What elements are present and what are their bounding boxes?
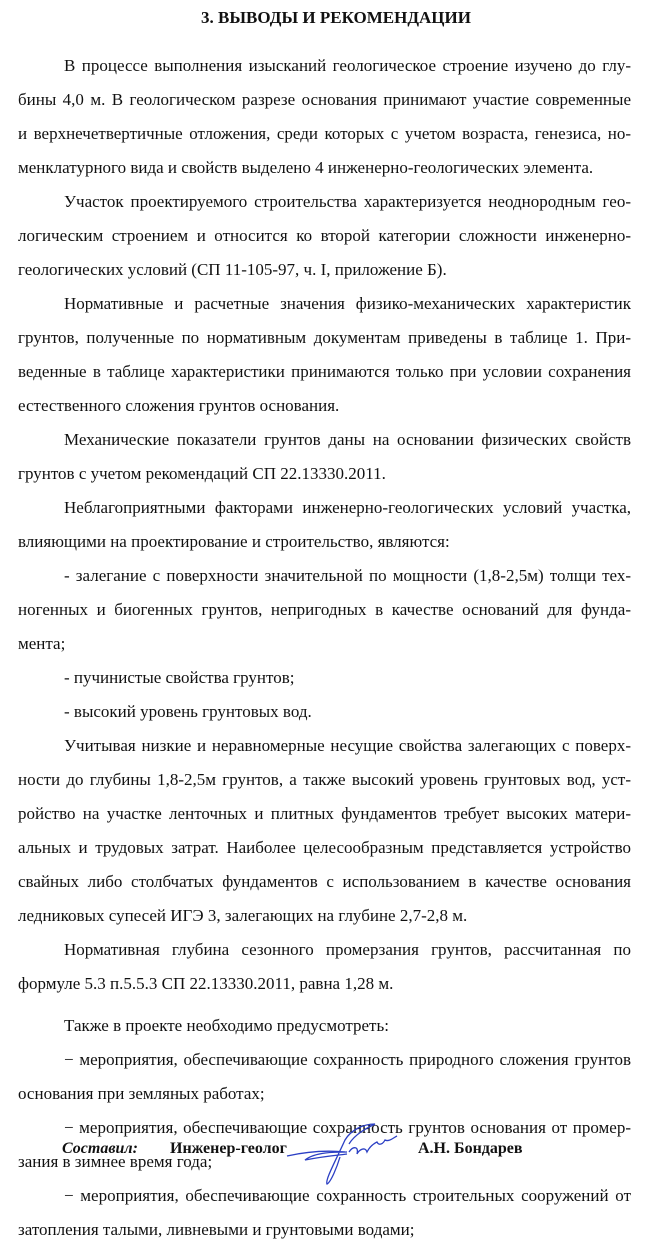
text-line: Также в проекте необходимо предусмотреть: xyxy=(64,1016,389,1035)
text-line: естественного сложения грунтов основания. xyxy=(18,396,340,415)
signature-name: А.Н. Бондарев xyxy=(418,1140,523,1157)
paragraph xyxy=(18,1043,631,1111)
text-line: бины 4,0 м. В геологическом разрезе основания принимают участие современные xyxy=(18,90,631,109)
text-line: Участок проектируемого строительства характеризуется неоднородным гео- xyxy=(64,192,631,211)
handwritten-signature-icon xyxy=(285,1122,415,1192)
text-line: основания при земляных работах; xyxy=(18,1084,265,1103)
text-line: альных и трудовых затрат. Наиболее целесообразным представляется устройство xyxy=(18,838,631,857)
text-line: свайных либо столбчатых фундаментов с использованием в качестве основания xyxy=(18,872,631,891)
text-line: Нормативные и расчетные значения физико-механических характеристик xyxy=(64,294,631,313)
text-line: Учитывая низкие и неравномерные несущие свойства залегающих с поверх- xyxy=(64,736,631,755)
text-line: менклатурного вида и свойств выделено 4 инженерно-геологических элемента. xyxy=(18,158,594,177)
text-line: Механические показатели грунтов даны на основании физических свойств xyxy=(64,430,631,449)
paragraph xyxy=(18,1009,631,1043)
paragraph xyxy=(18,933,631,1001)
text-line: веденные в таблице характеристики принимаются только при условии сохранения xyxy=(18,362,631,381)
paragraph xyxy=(18,559,631,661)
paragraph xyxy=(18,49,631,185)
text-line: - пучинистые свойства грунтов; xyxy=(64,668,295,687)
spacer xyxy=(18,1001,631,1009)
text-line: мента; xyxy=(18,634,66,653)
text-line: влияющими на проектирование и строительство, являются: xyxy=(18,532,450,551)
text-line: - залегание с поверхности значительной по мощности (1,8-2,5м) толщи тех- xyxy=(64,566,631,585)
paragraph xyxy=(18,491,631,559)
text-line: и верхнечетвертичные отложения, среди которых с учетом возраста, генезиса, но- xyxy=(18,124,631,143)
text-line: ледниковых супесей ИГЭ 3, залегающих на глубине 2,7-2,8 м. xyxy=(18,906,468,925)
document-body xyxy=(18,49,631,1247)
paragraph xyxy=(18,729,631,933)
text-line: − мероприятия, обеспечивающие сохранность грунтов основания от промер- xyxy=(64,1118,631,1137)
text-line: логическим строением и относится ко второй категории сложности инженерно- xyxy=(18,226,631,245)
text-line: ройство на участке ленточных и плитных фундаментов требует высоких матери- xyxy=(18,804,631,823)
signature-position: Инженер-геолог xyxy=(170,1140,287,1157)
text-line: Неблагоприятными факторами инженерно-геологических условий участка, xyxy=(64,498,631,517)
text-line: ногенных и биогенных грунтов, непригодных в качестве оснований для фунда- xyxy=(18,600,631,619)
section-title: 3. ВЫВОДЫ И РЕКОМЕНДАЦИИ xyxy=(201,8,471,27)
paragraph xyxy=(18,185,631,287)
text-line: грунтов, полученные по нормативным документам приведены в таблице 1. При- xyxy=(18,328,631,347)
text-line: - высокий уровень грунтовых вод. xyxy=(64,702,312,721)
text-line: геологических условий (СП 11-105-97, ч. I, приложение Б). xyxy=(18,260,447,279)
text-line: затопления талыми, ливневыми и грунтовыми водами; xyxy=(18,1220,415,1239)
text-line: зания в зимнее время года; xyxy=(18,1152,213,1171)
text-line: В процессе выполнения изысканий геологическое строение изучено до глу- xyxy=(64,56,631,75)
text-line: формуле 5.3 п.5.5.3 СП 22.13330.2011, равна 1,28 м. xyxy=(18,974,394,993)
text-line: Нормативная глубина сезонного промерзания грунтов, рассчитанная по xyxy=(64,940,631,959)
text-line: ности до глубины 1,8-2,5м грунтов, а также высокий уровень грунтовых вод, уст- xyxy=(18,770,631,789)
signature-label: Составил: xyxy=(62,1140,138,1157)
paragraph xyxy=(18,287,631,423)
paragraph xyxy=(18,695,631,729)
paragraph xyxy=(18,661,631,695)
text-line: грунтов с учетом рекомендаций СП 22.13330.2011. xyxy=(18,464,386,483)
text-line: − мероприятия, обеспечивающие сохранность природного сложения грунтов xyxy=(64,1050,631,1069)
paragraph xyxy=(18,423,631,491)
text-line: − мероприятия, обеспечивающие сохранность строительных сооружений от xyxy=(64,1186,631,1205)
signature-block xyxy=(0,1136,672,1166)
